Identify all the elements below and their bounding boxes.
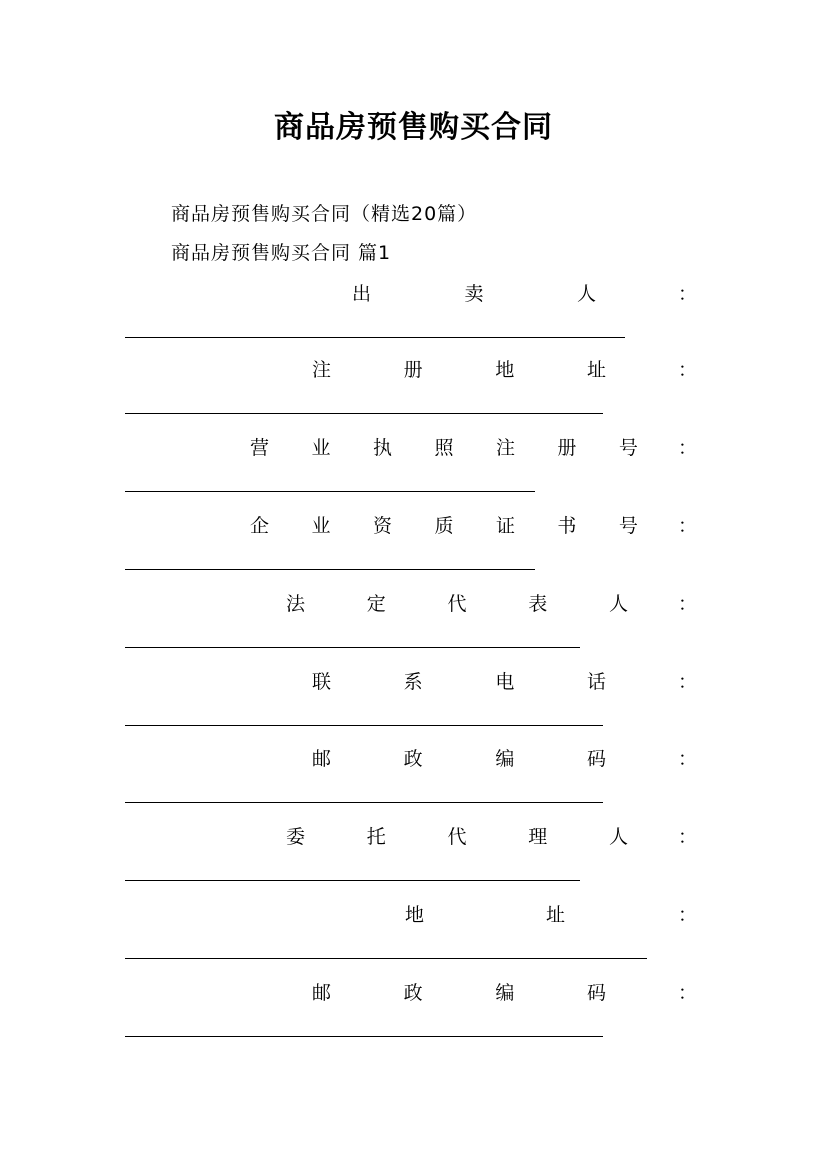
field-label-char: 代 (447, 593, 467, 615)
field-label-char: 资 (372, 515, 392, 537)
field-label-char: 编 (495, 982, 515, 1004)
field-label-char: 委 (286, 826, 306, 848)
field-colon: ： (678, 283, 698, 305)
field-label-char: 号 (618, 437, 638, 459)
field-colon: ： (678, 904, 698, 926)
field-colon: ： (678, 437, 698, 459)
intro-line: 商品房预售购买合同（精选20篇） (171, 203, 478, 225)
field-label-char: 人 (576, 283, 596, 305)
field-row-business-license-number (0, 433, 827, 511)
field-row-contact-phone (0, 667, 827, 745)
field-label-authorized-agent (286, 822, 628, 850)
field-label-char: 定 (366, 593, 386, 615)
field-fill-line-registered-address[interactable] (125, 413, 603, 414)
field-row-legal-representative (0, 589, 827, 667)
field-label-char: 卖 (464, 283, 484, 305)
field-colon: ： (678, 826, 698, 848)
field-fill-line-seller[interactable] (125, 337, 625, 338)
field-label-char: 邮 (312, 748, 332, 770)
field-label-registered-address (312, 355, 606, 383)
field-fill-line-postal-code-2[interactable] (125, 1036, 603, 1037)
field-label-business-license-number (250, 433, 638, 461)
field-label-char: 话 (586, 671, 606, 693)
field-label-char: 表 (528, 593, 548, 615)
field-label-char: 注 (495, 437, 515, 459)
field-label-qualification-certificate-number (250, 511, 638, 539)
field-label-char: 书 (557, 515, 577, 537)
field-fill-line-postal-code[interactable] (125, 802, 603, 803)
field-fill-line-business-license-number[interactable] (125, 491, 535, 492)
field-label-char: 政 (403, 982, 423, 1004)
field-label-char: 编 (495, 748, 515, 770)
field-row-postal-code (0, 744, 827, 822)
field-label-char: 业 (311, 515, 331, 537)
field-row-authorized-agent (0, 822, 827, 900)
field-label-char: 执 (372, 437, 392, 459)
field-label-char: 址 (545, 904, 565, 926)
field-label-postal-code-2 (312, 978, 606, 1006)
field-label-char: 址 (586, 359, 606, 381)
field-label-char: 码 (586, 748, 606, 770)
field-row-qualification-certificate-number (0, 511, 827, 589)
field-label-char: 注 (312, 359, 332, 381)
field-label-char: 号 (618, 515, 638, 537)
field-label-char: 地 (405, 904, 425, 926)
field-label-char: 质 (434, 515, 454, 537)
field-label-char: 邮 (312, 982, 332, 1004)
field-label-char: 业 (311, 437, 331, 459)
field-label-char: 电 (495, 671, 515, 693)
field-label-address (405, 900, 565, 928)
field-fill-line-contact-phone[interactable] (125, 725, 603, 726)
field-fill-line-authorized-agent[interactable] (125, 880, 580, 881)
field-fill-line-legal-representative[interactable] (125, 647, 580, 648)
field-row-registered-address (0, 355, 827, 433)
field-colon: ： (678, 671, 698, 693)
field-label-legal-representative (286, 589, 628, 617)
field-label-char: 出 (352, 283, 372, 305)
field-label-char: 证 (495, 515, 515, 537)
field-label-char: 理 (528, 826, 548, 848)
field-label-char: 法 (286, 593, 306, 615)
field-label-char: 人 (608, 826, 628, 848)
field-label-char: 册 (557, 437, 577, 459)
field-row-address (0, 900, 827, 978)
field-label-char: 照 (434, 437, 454, 459)
field-label-postal-code (312, 744, 606, 772)
field-label-char: 托 (366, 826, 386, 848)
field-label-char: 系 (403, 671, 423, 693)
field-label-char: 人 (608, 593, 628, 615)
document-title: 商品房预售购买合同 (274, 110, 553, 145)
field-label-contact-phone (312, 667, 606, 695)
field-label-char: 营 (250, 437, 270, 459)
field-fill-line-qualification-certificate-number[interactable] (125, 569, 535, 570)
field-colon: ： (678, 748, 698, 770)
field-row-postal-code-2 (0, 978, 827, 1056)
field-label-char: 地 (495, 359, 515, 381)
field-fill-line-address[interactable] (125, 958, 647, 959)
field-label-char: 册 (403, 359, 423, 381)
field-label-char: 企 (250, 515, 270, 537)
field-colon: ： (678, 982, 698, 1004)
field-colon: ： (678, 515, 698, 537)
section-heading: 商品房预售购买合同 篇1 (171, 242, 392, 264)
field-label-char: 代 (447, 826, 467, 848)
field-label-char: 政 (403, 748, 423, 770)
field-colon: ： (678, 593, 698, 615)
field-label-char: 码 (586, 982, 606, 1004)
field-row-seller (0, 279, 827, 357)
field-label-seller (352, 279, 596, 307)
field-label-char: 联 (312, 671, 332, 693)
field-colon: ： (678, 359, 698, 381)
